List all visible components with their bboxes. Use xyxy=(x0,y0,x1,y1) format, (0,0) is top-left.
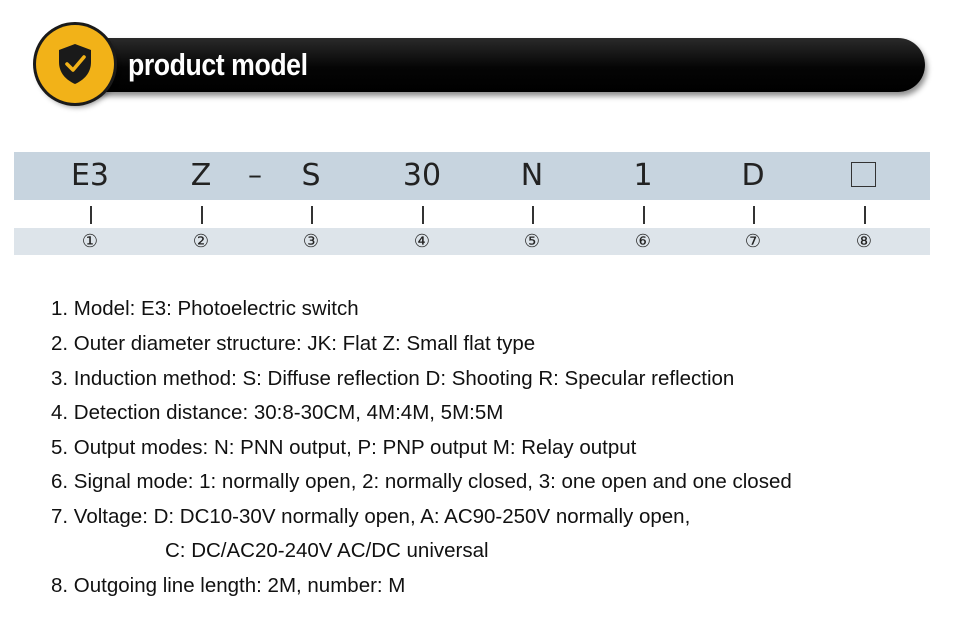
shield-check-icon xyxy=(56,42,94,86)
position-number: ⑧ xyxy=(855,231,873,252)
tick-8 xyxy=(864,206,866,224)
code-segment-signal: 1 xyxy=(633,158,653,193)
position-number: ① xyxy=(81,231,99,252)
position-number: ⑥ xyxy=(634,231,652,252)
description-model: 1. Model: E3: Photoelectric switch xyxy=(51,297,359,320)
code-segment-voltage: D xyxy=(741,158,765,193)
page-title: product model xyxy=(128,47,308,82)
tick-3 xyxy=(311,206,313,224)
description-output: 5. Output modes: N: PNN output, P: PNP output M: Relay output xyxy=(51,436,637,459)
description-induction: 3. Induction method: S: Diffuse reflection D: Shooting R: Specular reflection xyxy=(51,367,735,390)
code-segment-distance: 30 xyxy=(402,158,442,193)
code-segment-structure: Z xyxy=(190,158,212,193)
tick-4 xyxy=(422,206,424,224)
tick-5 xyxy=(532,206,534,224)
tick-6 xyxy=(643,206,645,224)
description-voltage-continued: C: DC/AC20-240V AC/DC universal xyxy=(165,539,489,562)
position-number: ⑤ xyxy=(523,231,541,252)
description-voltage: 7. Voltage: D: DC10-30V normally open, A: AC90-250V normally open, xyxy=(51,505,691,528)
description-distance: 4. Detection distance: 30:8-30CM, 4M:4M, 5M:5M xyxy=(51,401,504,424)
position-number: ③ xyxy=(302,231,320,252)
empty-box-icon xyxy=(851,162,876,187)
tick-2 xyxy=(201,206,203,224)
position-number: ② xyxy=(192,231,210,252)
description-structure: 2. Outer diameter structure: JK: Flat Z: Small flat type xyxy=(51,332,536,355)
badge xyxy=(36,25,114,103)
position-number: ④ xyxy=(413,231,431,252)
tick-7 xyxy=(753,206,755,224)
code-segment-output: N xyxy=(520,158,544,193)
description-signal: 6. Signal mode: 1: normally open, 2: normally closed, 3: one open and one closed xyxy=(51,470,792,493)
position-number-bar xyxy=(14,228,930,255)
code-segment-induction: S xyxy=(301,158,321,193)
position-number: ⑦ xyxy=(744,231,762,252)
description-line-length: 8. Outgoing line length: 2M, number: M xyxy=(51,574,406,597)
code-separator: – xyxy=(248,158,262,191)
code-segment-model: E3 xyxy=(70,158,110,193)
tick-1 xyxy=(90,206,92,224)
